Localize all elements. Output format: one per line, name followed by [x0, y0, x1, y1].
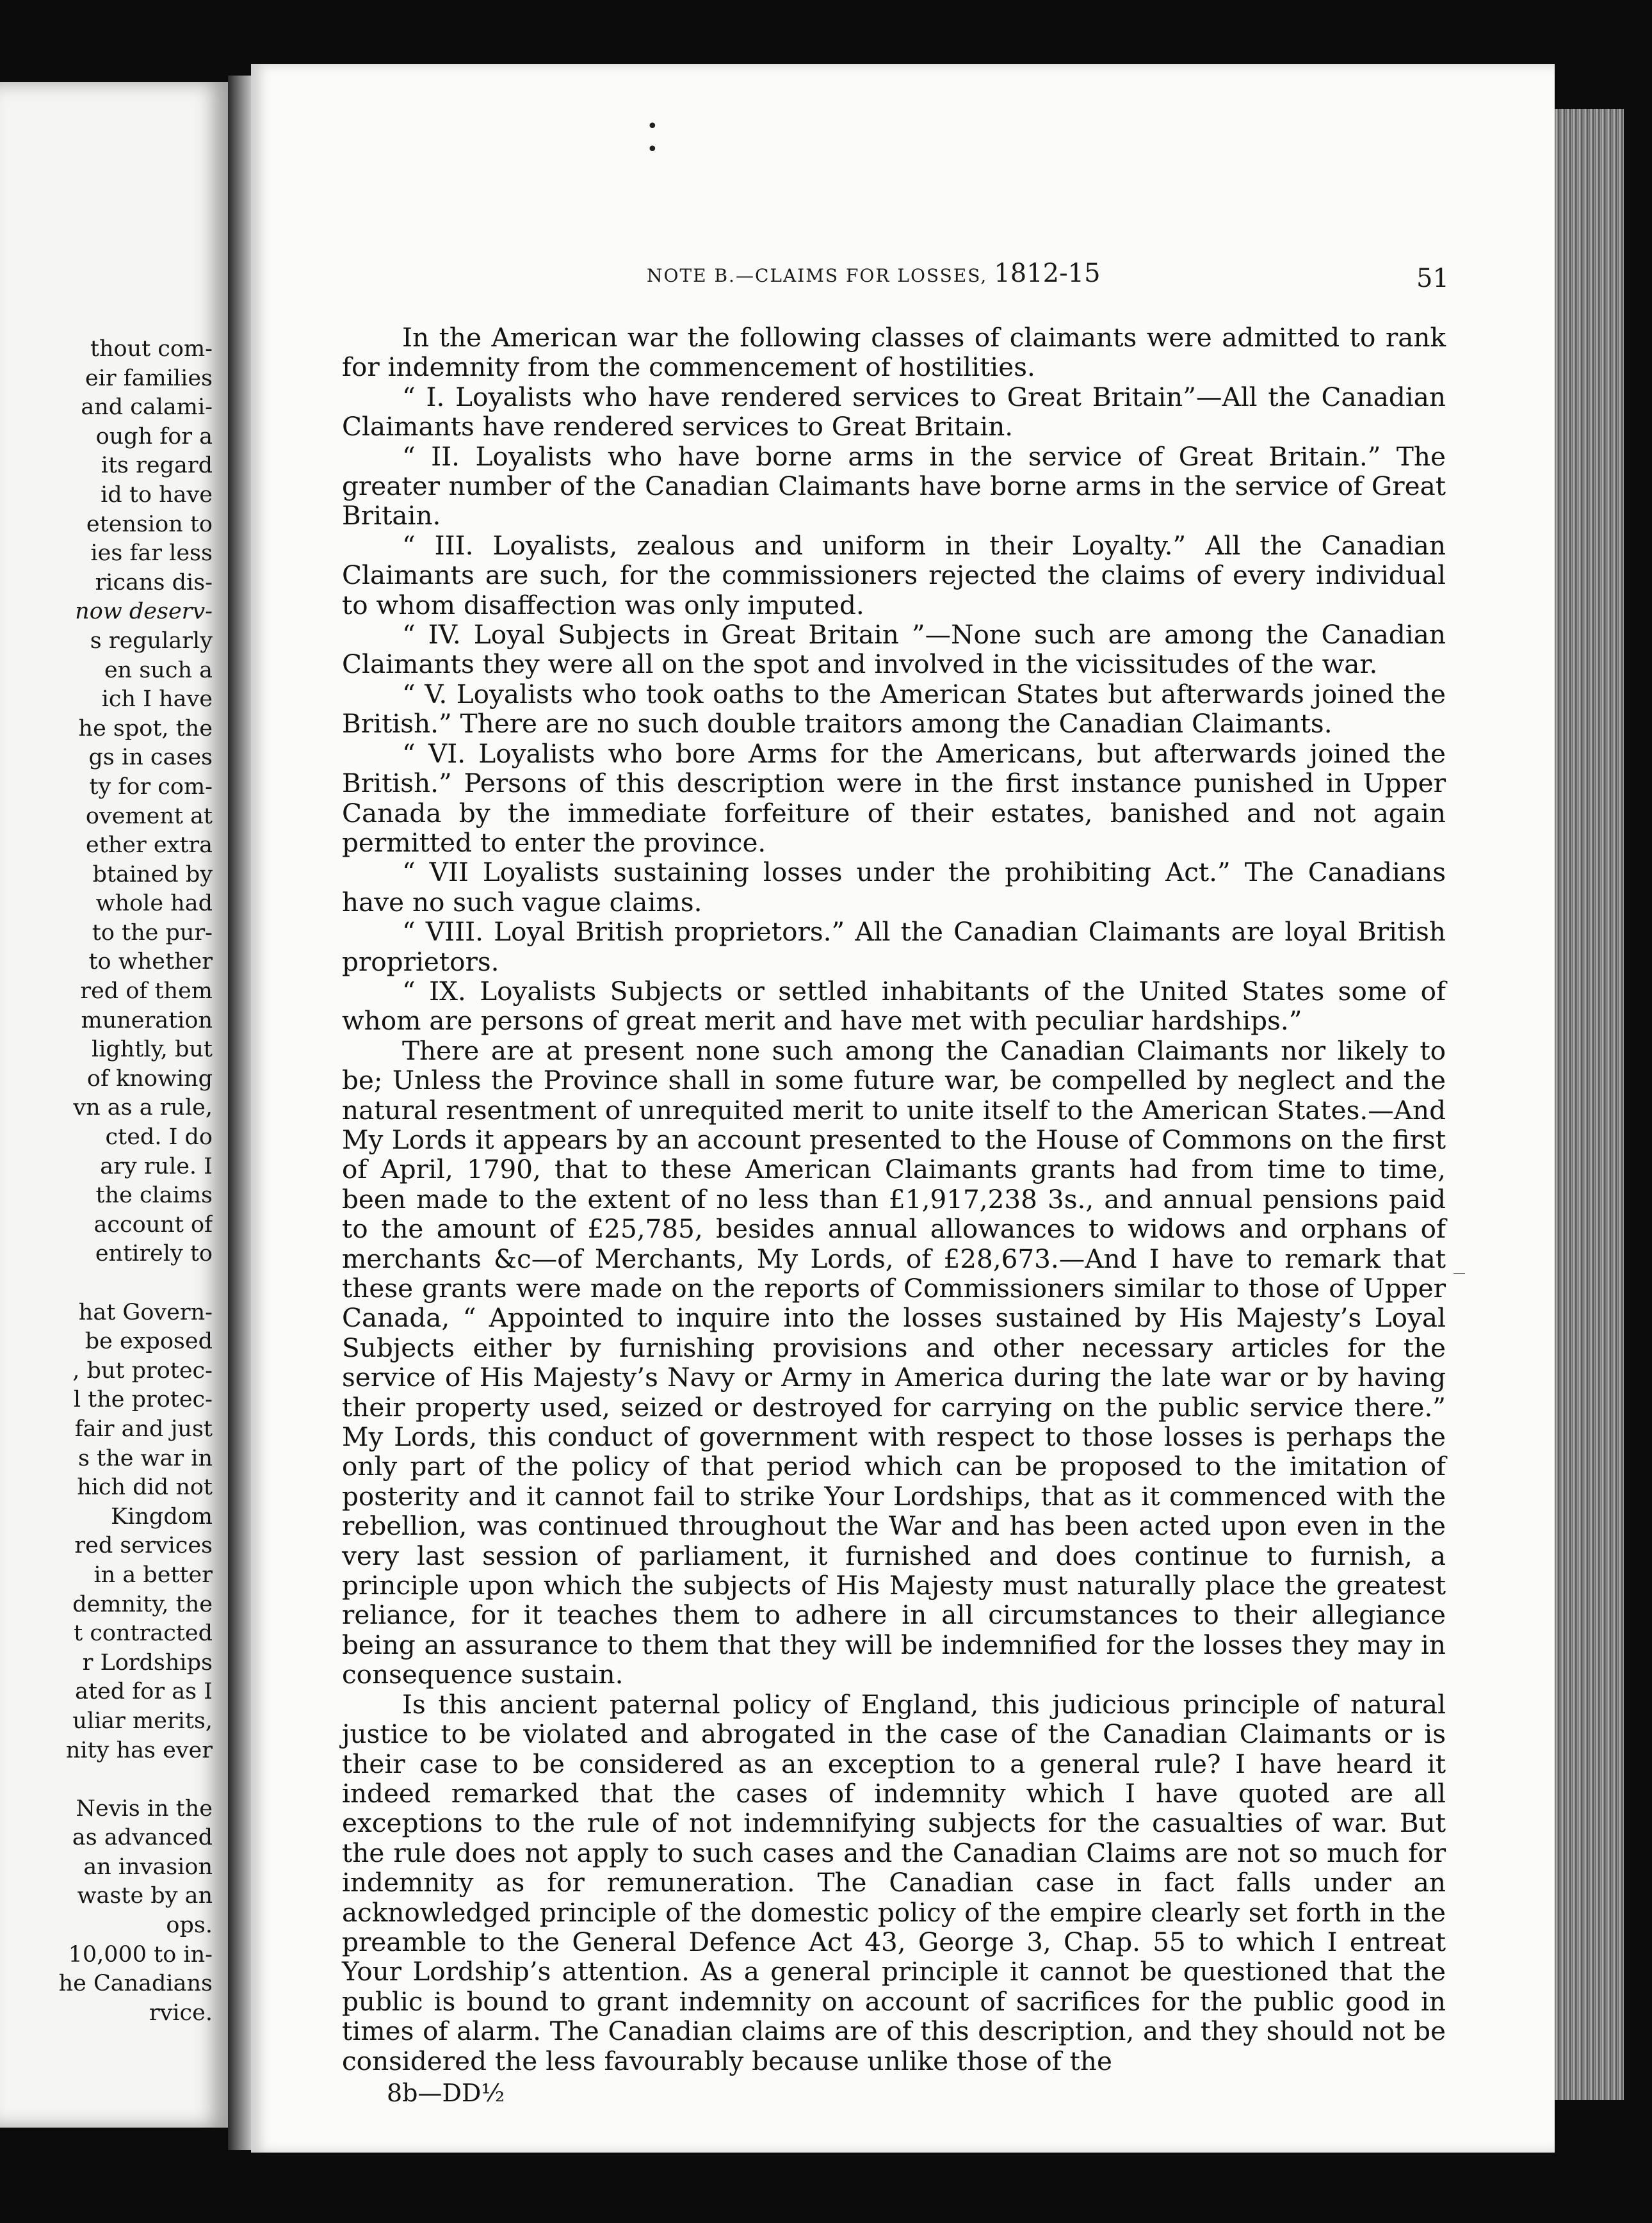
- running-head-label: NOTE B.—CLAIMS FOR LOSSES,: [647, 265, 988, 286]
- left-line: ich I have: [101, 686, 213, 713]
- left-line: ough for a: [95, 423, 213, 449]
- left-line: an invasion: [83, 1854, 213, 1880]
- left-line: fair and just: [74, 1416, 213, 1442]
- left-line: Nevis in the: [76, 1795, 213, 1822]
- left-line-blank: [0, 1765, 213, 1795]
- signature-mark: 8b—DD½: [387, 2078, 505, 2107]
- left-line: id to have: [101, 481, 213, 508]
- left-line: of knowing: [86, 1065, 213, 1092]
- left-line: hich did not: [77, 1475, 213, 1501]
- left-line: cted. I do: [105, 1124, 213, 1151]
- margin-mark: [1454, 1273, 1465, 1274]
- left-line: ies far less: [90, 540, 213, 567]
- left-line: he spot, the: [78, 715, 213, 741]
- left-line: nity has ever: [65, 1737, 213, 1763]
- paragraph-class-iv: “ IV. Loyal Subjects in Great Britain ”—None such are among the Canadian Claimants they were all on the spot and involved in the vicissitudes of the war.: [342, 619, 1446, 680]
- left-line: ated for as I: [75, 1679, 213, 1705]
- left-line: account of: [93, 1211, 213, 1238]
- left-line: whole had: [95, 891, 213, 917]
- left-line: to the pur-: [92, 919, 213, 946]
- left-line: ether extra: [85, 832, 213, 859]
- left-line: lightly, but: [92, 1037, 213, 1063]
- left-line: to whether: [88, 949, 213, 975]
- left-line: be exposed: [85, 1329, 213, 1355]
- paragraph-class-vii: “ VII Loyalists sustaining losses under the prohibiting Act.” The Canadians have no such vague claims.: [342, 857, 1446, 917]
- left-line-blank: [0, 1269, 213, 1298]
- running-head: [647, 259, 1101, 288]
- left-line: en such a: [104, 657, 213, 683]
- left-line: l the protec-: [73, 1387, 213, 1413]
- paragraph-class-ix: “ IX. Loyalists Subjects or settled inhabitants of the United States some of whom are persons of great merit and have met with peculiar hardships.”: [342, 975, 1446, 1037]
- left-line: waste by an: [77, 1883, 213, 1909]
- page-edges: [1555, 109, 1624, 2100]
- running-head-years: 1812-15: [994, 259, 1101, 288]
- page-number: 51: [1416, 264, 1449, 293]
- left-line: vn as a rule,: [73, 1095, 213, 1121]
- left-line: btained by: [92, 861, 213, 887]
- left-line: demnity, the: [72, 1591, 213, 1617]
- paragraph-paternal-policy: Is this ancient paternal policy of England, this judicious principle of natural justice to be violated and abrogated in the case of the Canadian Claimants or is their case to be considered as an exception to a general rule? I have heard it indeed remarked that the cases of indemnity which I have quoted are all exceptions to the rule of not indemnifying subjects for the casualties of war. But the rule does not apply to such cases and the Canadian Claims are not so much for indemnity as for remuneration. The Canadian case in fact falls under an acknowledged principle of the domestic policy of the empire clearly set forth in the preamble to the General Defence Act 43, George 3, Chap. 55 to which I entreat Your Lordship’s attention. As a general principle it cannot be questioned that the public is bound to grant indemnity on account of sacrifices for the public good in times of alarm. The Canadian claims are of this description, and they should not be considered the less favourably because unlike those of the: [342, 1688, 1446, 2076]
- paragraph-class-vi: “ VI. Loyalists who bore Arms for the Americans, but afterwards joined the British.” Persons of this description were in the first instance punished in Upper Canada by the immediate forfeiture of their estates, banished and not again permitted to enter the province.: [342, 738, 1446, 858]
- left-line: eir families: [85, 365, 213, 391]
- left-line: the claims: [95, 1183, 213, 1209]
- paragraph-class-viii: “ VIII. Loyal British proprietors.” All the Canadian Claimants are loyal British proprietors.: [342, 916, 1446, 977]
- left-line: , but protec-: [72, 1357, 213, 1384]
- left-line: etension to: [86, 511, 213, 537]
- paragraph-class-v: “ V. Loyalists who took oaths to the American States but afterwards joined the British.” There are no such double traitors among the Canadian Claimants.: [342, 678, 1446, 740]
- left-line: ops.: [166, 1912, 213, 1939]
- left-line: its regard: [101, 453, 213, 479]
- left-page-text: [0, 335, 213, 2028]
- left-line: rvice.: [149, 2000, 213, 2026]
- left-line: he Canadians: [58, 1971, 213, 1997]
- left-line: hat Govern-: [78, 1299, 213, 1325]
- left-line: t contracted: [74, 1621, 213, 1647]
- left-line: ty for com-: [89, 773, 213, 800]
- left-line: as advanced: [72, 1825, 213, 1851]
- left-line: s regularly: [90, 627, 213, 654]
- left-line: gs in cases: [88, 745, 213, 771]
- left-line: Kingdom: [111, 1503, 213, 1530]
- left-line: and calami-: [81, 394, 213, 421]
- left-line: in a better: [93, 1562, 213, 1588]
- paragraph-class-ii: “ II. Loyalists who have borne arms in the service of Great Britain.” The greater number of the Canadian Claimants have borne arms in the service of Great Britain.: [342, 441, 1446, 531]
- left-line: ricans dis-: [95, 569, 213, 595]
- left-line: red of them: [80, 978, 213, 1005]
- paragraph-class-iii: “ III. Loyalists, zealous and uniform in their Loyalty.” All the Canadian Claimants are such, for the commissioners rejected the claims of every individual to whom disaffection was only imputed.: [342, 529, 1446, 620]
- left-line: uliar merits,: [72, 1708, 213, 1734]
- left-line: ary rule. I: [100, 1153, 213, 1179]
- left-line: 10,000 to in-: [68, 1941, 213, 1968]
- left-line: r Lordships: [82, 1649, 213, 1676]
- paragraph-class-i: “ I. Loyalists who have rendered services to Great Britain”—All the Canadian Claimants have rendered services to Great Britain.: [342, 381, 1446, 442]
- book-gutter: [228, 76, 254, 2150]
- left-line: muneration: [81, 1007, 213, 1033]
- left-line: ovement at: [85, 803, 213, 829]
- left-line: entirely to: [95, 1241, 213, 1267]
- left-page: [0, 82, 228, 2128]
- body-text: [342, 323, 1446, 2108]
- paragraph-american-claimants: There are at present none such among the Canadian Claimants nor likely to be; Unless the Province shall in some future war, be compelled by neglect and the natural resentment of unrequited merit to unite itself to the American States.—And My Lords it appears by an account presented to the House of Commons on the first of April, 1790, that to these American Claimants grants had from time to time, been made to the extent of no less than £1,917,238 3s., and annual pensions paid to the amount of £25,785, besides annual allowances to widows and orphans of merchants &c—of Merchants, My Lords, of £28,673.—And I have to remark that these grants were made on the reports of Commissioners similar to those of Upper Canada, “ Appointed to inquire into the losses sustained by His Majesty’s Loyal Subjects either by furnishing provisions and other necessary articles for the service of His Majesty’s Navy or Army in America during the late war or by having their property used, seized or destroyed for carrying on the public service there.” My Lords, this conduct of government with respect to those losses is perhaps the only part of the policy of that period which can be proposed to the imitation of posterity and it cannot fail to strike Your Lordships, that as it commenced with the rebellion, was continued throughout the War and has been acted upon even in the very last session of parliament, it furnished and does continue to furnish, a principle upon which the subjects of His Majesty must naturally place the greatest reliance, for it teaches them to adhere in all circumstances to their allegiance being an assurance to them that they will be indemnified for the losses they may in consequence sustain.: [342, 1035, 1446, 1690]
- left-line: red services: [74, 1533, 213, 1559]
- paragraph-intro: In the American war the following classes of claimants were admitted to rank for indemnity from the commencement of hostilities.: [342, 322, 1446, 383]
- left-line: thout com-: [90, 336, 213, 362]
- left-line: s the war in: [78, 1445, 213, 1471]
- printer-dots: • •: [647, 115, 658, 161]
- left-line: now deserv-: [75, 599, 213, 625]
